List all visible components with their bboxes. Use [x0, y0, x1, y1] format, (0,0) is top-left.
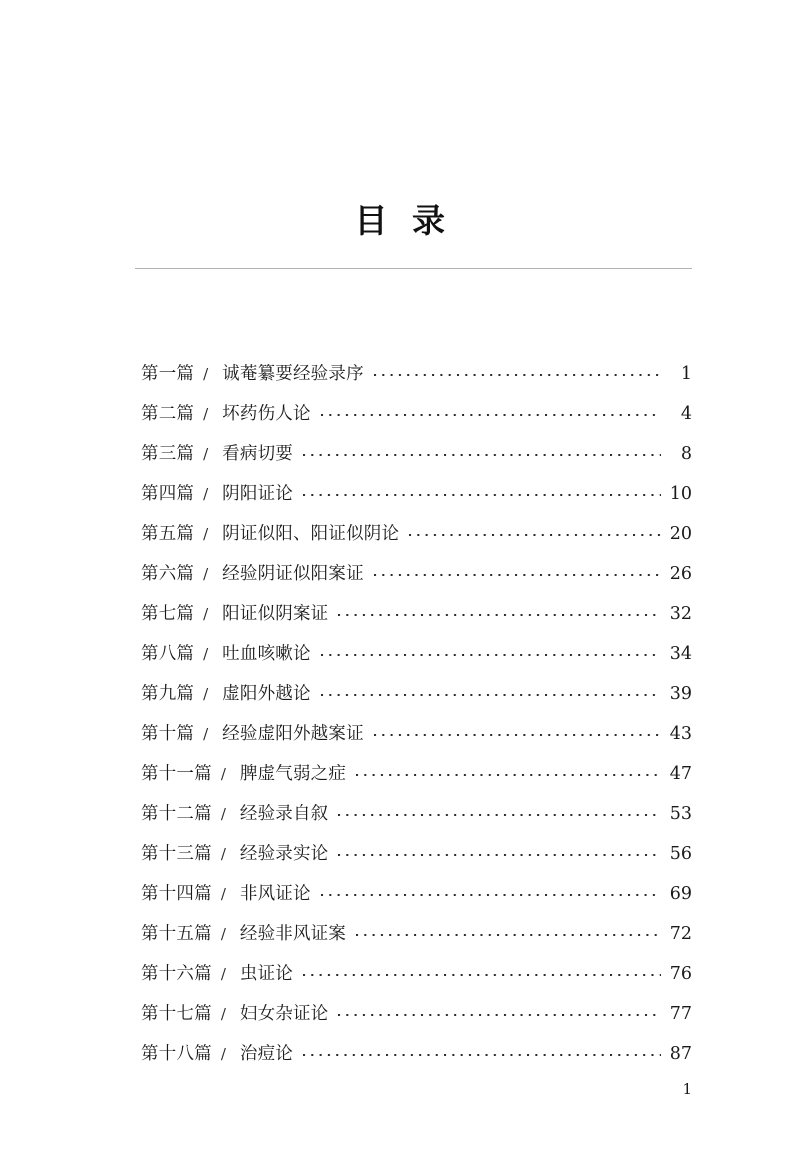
toc-page-number: 77	[669, 1004, 692, 1024]
toc-page-number: 34	[669, 644, 692, 664]
dot-leader	[303, 486, 661, 503]
toc-chapter-label: 第九篇	[141, 684, 195, 704]
dot-leader	[321, 646, 661, 663]
toc-entry-title: 看病切要	[222, 444, 293, 464]
toc-separator: /	[220, 1045, 226, 1063]
toc-entry[interactable]	[141, 714, 692, 754]
dot-leader	[356, 766, 661, 783]
toc-page-number: 39	[669, 684, 692, 704]
toc-separator: /	[203, 525, 209, 543]
toc-chapter-label: 第十一篇	[141, 764, 212, 784]
toc-entry[interactable]	[141, 874, 692, 914]
page-title: 目 录	[354, 201, 446, 240]
toc-entry[interactable]	[141, 1034, 692, 1074]
dot-leader	[321, 686, 661, 703]
toc-chapter-label: 第十八篇	[141, 1044, 212, 1064]
toc-chapter-label: 第二篇	[141, 404, 195, 424]
toc-separator: /	[220, 805, 226, 823]
toc-separator: /	[220, 925, 226, 943]
toc-entry-list	[141, 354, 692, 1074]
toc-chapter-label: 第十二篇	[141, 804, 212, 824]
toc-separator: /	[220, 845, 226, 863]
toc-separator: /	[203, 405, 209, 423]
toc-entry[interactable]	[141, 394, 692, 434]
toc-page-number: 4	[680, 404, 692, 424]
toc-entry[interactable]	[141, 794, 692, 834]
toc-separator: /	[203, 445, 209, 463]
toc-entry[interactable]	[141, 834, 692, 874]
toc-entry[interactable]	[141, 434, 692, 474]
toc-separator: /	[220, 965, 226, 983]
toc-chapter-label: 第三篇	[141, 444, 195, 464]
toc-chapter-label: 第四篇	[141, 484, 195, 504]
folio-page-number: 1	[682, 1080, 692, 1098]
toc-chapter-label: 第十六篇	[141, 964, 212, 984]
toc-entry[interactable]	[141, 474, 692, 514]
dot-leader	[374, 366, 661, 383]
toc-entry-title: 经验阴证似阳案证	[222, 564, 364, 584]
toc-separator: /	[220, 1005, 226, 1023]
toc-entry[interactable]	[141, 554, 692, 594]
toc-chapter-label: 第五篇	[141, 524, 195, 544]
toc-entry[interactable]	[141, 994, 692, 1034]
toc-chapter-label: 第十五篇	[141, 924, 212, 944]
toc-entry-title: 经验录自叙	[239, 804, 329, 824]
toc-entry[interactable]	[141, 634, 692, 674]
dot-leader	[303, 1046, 661, 1063]
toc-page-number: 56	[669, 844, 692, 864]
dot-leader	[409, 526, 661, 543]
toc-entry-title: 阳证似阴案证	[222, 604, 329, 624]
dot-leader	[303, 966, 661, 983]
toc-separator: /	[203, 565, 209, 583]
toc-separator: /	[203, 365, 209, 383]
toc-entry-title: 脾虚气弱之症	[239, 764, 347, 784]
toc-entry-title: 非风证论	[239, 884, 311, 904]
toc-page-number: 20	[669, 524, 692, 544]
toc-entry[interactable]	[141, 594, 692, 634]
toc-entry-title: 经验虚阳外越案证	[222, 724, 364, 744]
toc-chapter-label: 第一篇	[141, 364, 195, 384]
toc-entry-title: 吐血咳嗽论	[222, 644, 311, 664]
toc-chapter-label: 第六篇	[141, 564, 195, 584]
toc-separator: /	[220, 765, 226, 783]
toc-chapter-label: 第十篇	[141, 724, 195, 744]
toc-page-number: 26	[669, 564, 692, 584]
toc-entry-title: 阴阳证论	[222, 484, 293, 504]
dot-leader	[321, 886, 661, 903]
dot-leader	[321, 406, 661, 423]
toc-entry[interactable]	[141, 514, 692, 554]
toc-entry-title: 经验非风证案	[239, 924, 347, 944]
toc-chapter-label: 第十七篇	[141, 1004, 212, 1024]
dot-leader	[356, 926, 661, 943]
toc-chapter-label: 第八篇	[141, 644, 195, 664]
toc-entry-title: 经验录实论	[239, 844, 329, 864]
toc-separator: /	[203, 645, 209, 663]
toc-page-number: 10	[669, 484, 692, 504]
toc-entry-title: 治痘论	[239, 1044, 293, 1064]
toc-page-number: 8	[680, 444, 692, 464]
toc-separator: /	[203, 725, 209, 743]
toc-chapter-label: 第十四篇	[141, 884, 212, 904]
toc-page-number: 53	[669, 804, 692, 824]
title-divider	[135, 268, 692, 269]
toc-separator: /	[203, 605, 209, 623]
dot-leader	[303, 446, 661, 463]
dot-leader	[374, 726, 661, 743]
dot-leader	[338, 846, 661, 863]
toc-entry[interactable]	[141, 914, 692, 954]
toc-separator: /	[203, 685, 209, 703]
dot-leader	[338, 1006, 661, 1023]
toc-page-number: 87	[669, 1044, 692, 1064]
toc-entry-title: 妇女杂证论	[239, 1004, 329, 1024]
toc-entry-title: 阴证似阳、阳证似阴论	[222, 524, 400, 544]
toc-page-number: 69	[669, 884, 692, 904]
toc-chapter-label: 第十三篇	[141, 844, 212, 864]
toc-entry-title: 诚菴纂要经验录序	[222, 364, 364, 384]
dot-leader	[338, 806, 661, 823]
toc-page-number: 43	[669, 724, 692, 744]
toc-entry[interactable]	[141, 354, 692, 394]
toc-separator: /	[220, 885, 226, 903]
toc-entry[interactable]	[141, 754, 692, 794]
toc-entry[interactable]	[141, 674, 692, 714]
toc-entry-title: 虚阳外越论	[222, 684, 311, 704]
toc-entry-title: 坏药伤人论	[222, 404, 311, 424]
dot-leader	[338, 606, 661, 623]
toc-page-number: 1	[680, 364, 692, 384]
toc-entry-title: 虫证论	[239, 964, 293, 984]
dot-leader	[374, 566, 661, 583]
toc-page-number: 47	[669, 764, 692, 784]
toc-page-number: 72	[669, 924, 692, 944]
toc-chapter-label: 第七篇	[141, 604, 195, 624]
toc-page-number: 76	[669, 964, 692, 984]
toc-page-number: 32	[669, 604, 692, 624]
toc-entry[interactable]	[141, 954, 692, 994]
toc-separator: /	[203, 485, 209, 503]
